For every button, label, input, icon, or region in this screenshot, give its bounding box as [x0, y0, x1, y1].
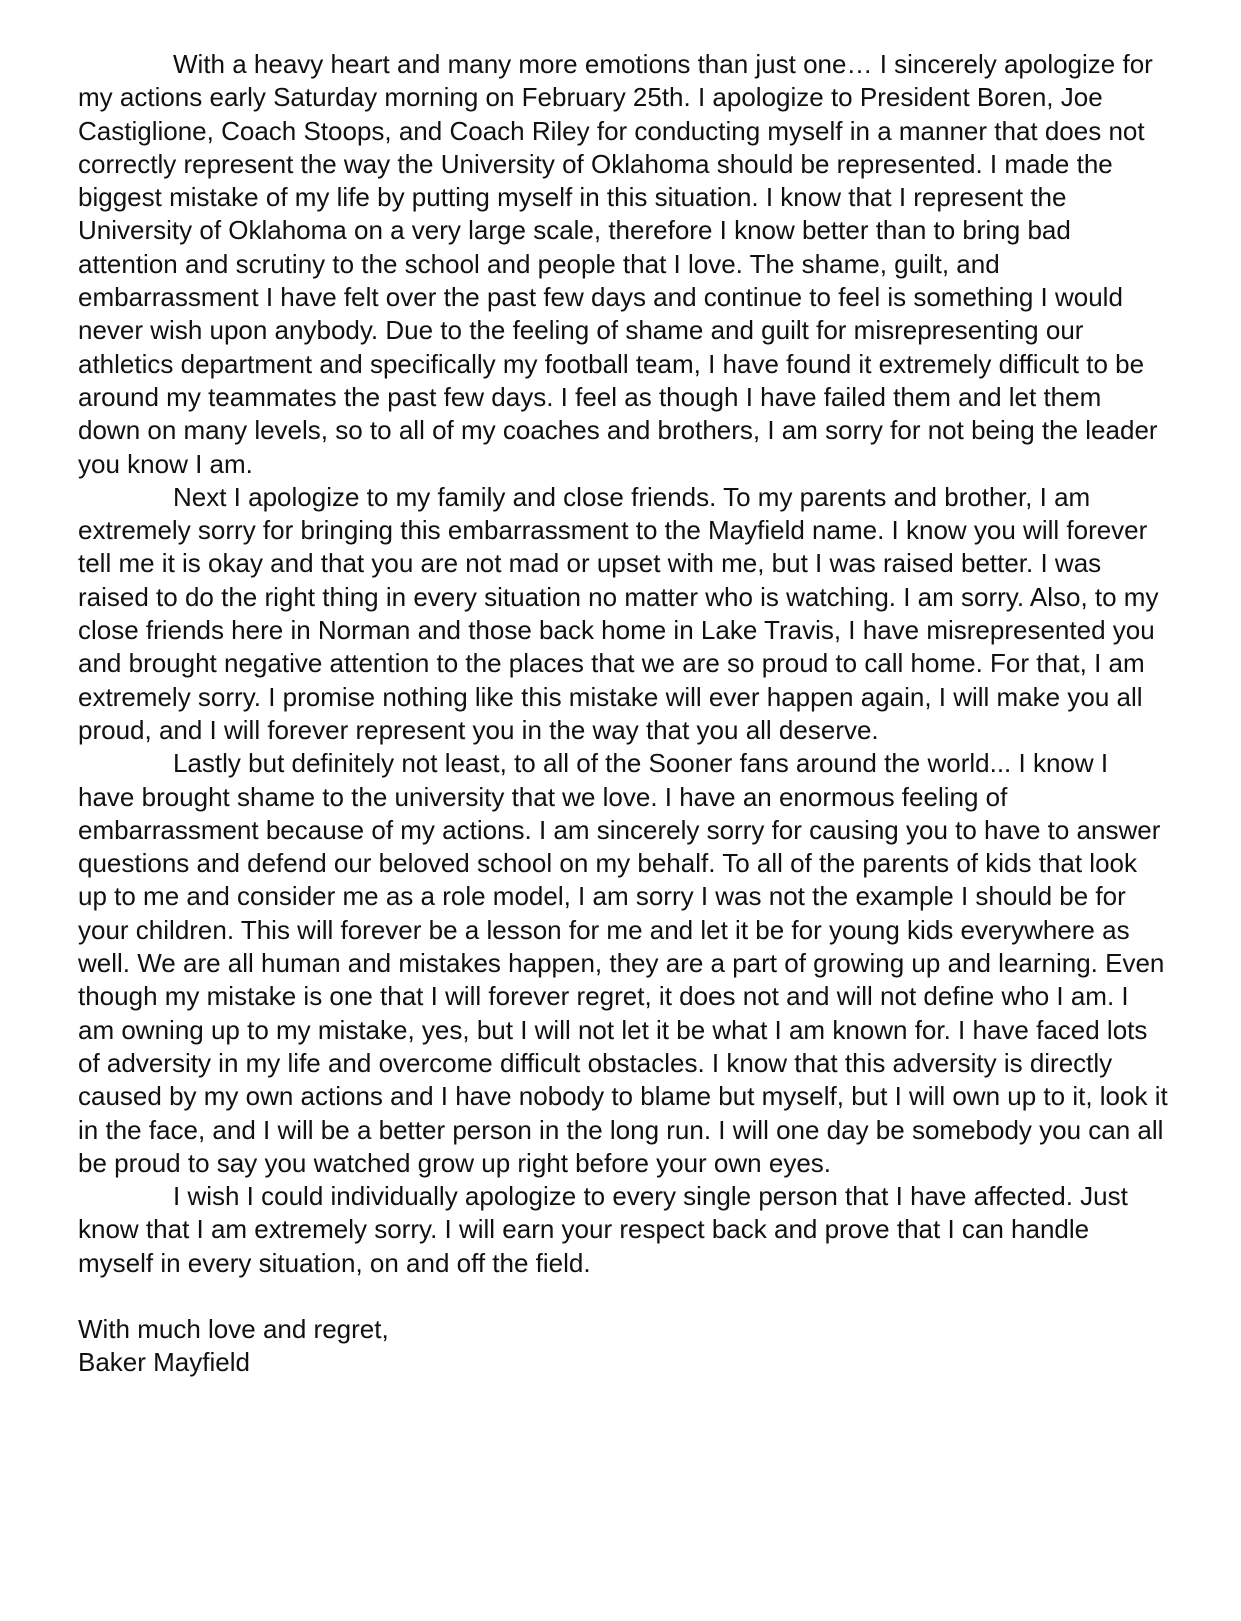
apology-letter: [78, 48, 1168, 1380]
letter-paragraph-3: Lastly but definitely not least, to all of the Sooner fans around the world... I know I have brought shame to the university that we love. I have an enormous feeling of embarrassment because of my actions. I am sincerely sorry for causing you to have to answer questions and defend our beloved school on my behalf. To all of the parents of kids that look up to me and consider me as a role model, I am sorry I was not the example I should be for your children. This will forever be a lesson for me and let it be for young kids everywhere as well. We are all human and mistakes happen, they are a part of growing up and learning. Even though my mistake is one that I will forever regret, it does not and will not define who I am. I am owning up to my mistake, yes, but I will not let it be what I am known for. I have faced lots of adversity in my life and overcome difficult obstacles. I know that this adversity is directly caused by my own actions and I have nobody to blame but myself, but I will own up to it, look it in the face, and I will be a better person in the long run. I will one day be somebody you can all be proud to say you watched grow up right before your own eyes.: [78, 748, 1168, 1178]
letter-paragraph-1: With a heavy heart and many more emotions than just one… I sincerely apologize for my actions early Saturday morning on February 25th. I apologize to President Boren, Joe Castiglione, Coach Stoops, and Coach Riley for conducting myself in a manner that does not correctly represent the way the University of Oklahoma should be represented. I made the biggest mistake of my life by putting myself in this situation. I know that I represent the University of Oklahoma on a very large scale, therefore I know better than to bring bad attention and scrutiny to the school and people that I love. The shame, guilt, and embarrassment I have felt over the past few days and continue to feel is something I would never wish upon anybody. Due to the feeling of shame and guilt for misrepresenting our athletics department and specifically my football team, I have found it extremely difficult to be around my teammates the past few days. I feel as though I have failed them and let them down on many levels, so to all of my coaches and brothers, I am sorry for not being the leader you know I am.: [78, 49, 1158, 479]
letter-paragraph-4: I wish I could individually apologize to every single person that I have affected. Just know that I am extremely sorry. I will earn your respect back and prove that I can handle myself in every situation, on and off the field.: [78, 1181, 1128, 1278]
signature: Baker Mayfield: [78, 1347, 250, 1378]
closing-line: With much love and regret,: [78, 1313, 389, 1344]
letter-closing-block: [78, 1313, 1168, 1380]
letter-paragraph-2: Next I apologize to my family and close friends. To my parents and brother, I am extremely sorry for bringing this embarrassment to the Mayfield name. I know you will forever tell me it is okay and that you are not mad or upset with me, but I was raised better. I was raised to do the right thing in every situation no matter who is watching. I am sorry. Also, to my close friends here in Norman and those back home in Lake Travis, I have misrepresented you and brought negative attention to the places that we are so proud to call home. For that, I am extremely sorry. I promise nothing like this mistake will ever happen again, I will make you all proud, and I will forever represent you in the way that you all deserve.: [78, 481, 1159, 745]
